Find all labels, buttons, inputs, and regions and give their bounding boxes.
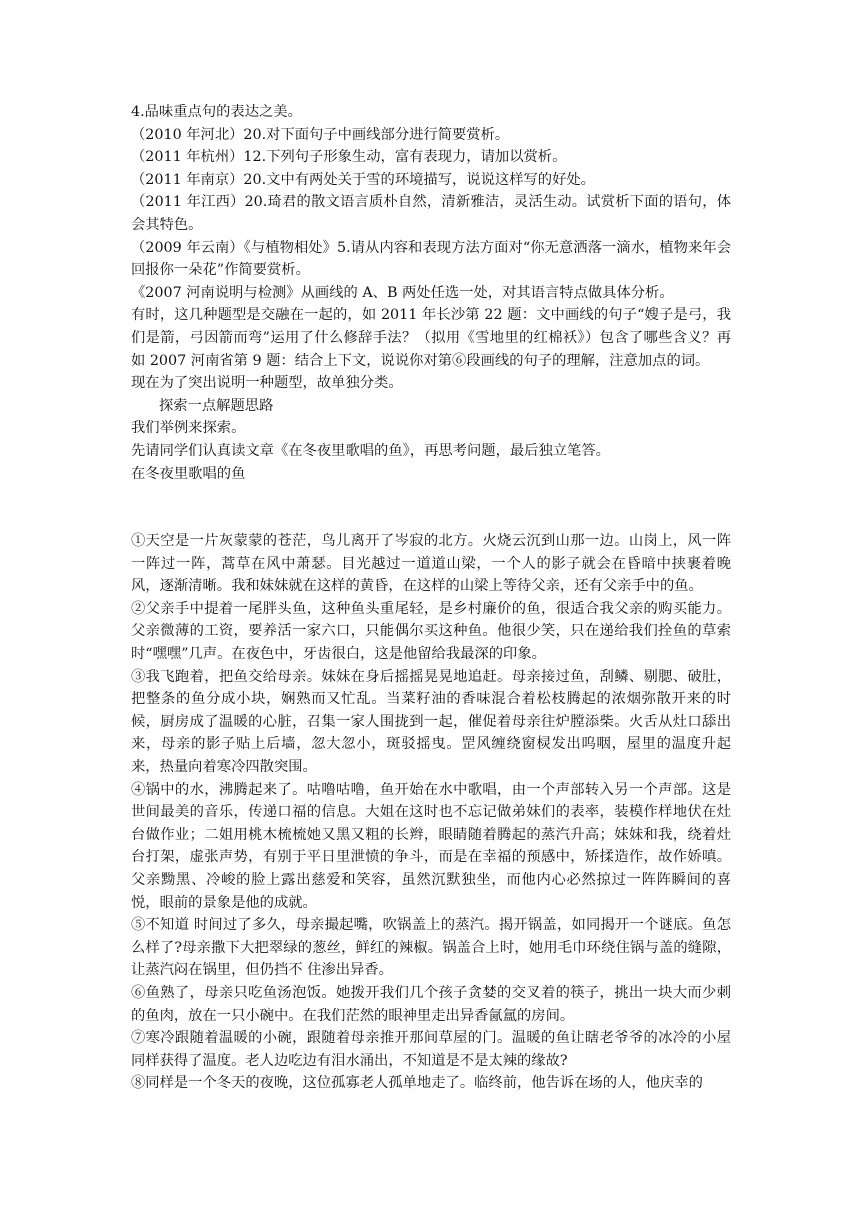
exam-item: （2009 年云南）《与植物相处》5.请从内容和表现方法方面对“你无意洒落一滴水，植物来年会回报你一朵花”作简要赏析。 bbox=[131, 239, 731, 279]
blank-space bbox=[131, 485, 731, 530]
article-paragraph: ③我飞跑着，把鱼交给母亲。妹妹在身后摇摇晃晃地追赶。母亲接过鱼，刮鳞、剔腮、破肚，把整条的鱼分成小块，娴熟而又忙乱。当菜籽油的香味混合着松枝腾起的浓烟弥散开来的时候，厨房成了温暖的心脏，召集一家人围拢到一起，催促着母亲往炉膛添柴。火舌从灶口舔出来，母亲的影子贴上后墙，忽大忽小，斑驳摇曳。罡风缠绕窗棂发出呜咽，屋里的温度升起来，热量向着寒冷四散突围。 bbox=[131, 668, 731, 776]
subheading: 探索一点解题思路 bbox=[159, 397, 274, 414]
article-title: 在冬夜里歌唱的鱼 bbox=[131, 465, 246, 482]
section-heading: 4.品味重点句的表达之美。 bbox=[131, 104, 302, 120]
article-paragraph: ①天空是一片灰蒙蒙的苍茫，鸟儿离开了岑寂的北方。火烧云沉到山那一边。山岗上，风一阵一阵过一阵，蒿草在风中萧瑟。目光越过一道道山梁，一个人的影子就会在昏暗中挟裹着晚风，逐渐清晰。我和妹妹就在这样的黄昏，在这样的山梁上等待父亲，还有父亲手中的鱼。 bbox=[131, 533, 731, 595]
exam-item: （2010 年河北）20.对下面句子中画线部分进行简要赏析。 bbox=[131, 126, 510, 143]
exam-item: （2011 年杭州）12.下列句子形象生动，富有表现力，请加以赏析。 bbox=[131, 149, 567, 166]
article-paragraph: ⑧同样是一个冬天的夜晚，这位孤寡老人孤单地走了。临终前，他告诉在场的人，他庆幸的 bbox=[131, 1075, 703, 1092]
body-paragraph: 有时，这几种题型是交融在一起的，如 2011 年长沙第 22 题：文中画线的句子“嫂子是弓，我们是箭，弓因箭而弯”运用了什么修辞手法？（拟用《雪地里的红棉袄》）包含了哪些含义？再如 2007 河南省第 9 题：结合上下文，说说你对第⑥段画线的句子的理解，注意加点的词。 bbox=[131, 307, 731, 369]
document-page bbox=[131, 101, 731, 1095]
article-paragraph: ④锅中的水，沸腾起来了。咕噜咕噜，鱼开始在水中歌唱，由一个声部转入另一个声部。这是世间最美的音乐，传递口福的信息。大姐在这时也不忘记做弟妹们的表率，装模作样地伏在灶台做作业；二姐用桃木梳梳她又黑又粗的长辫，眼睛随着腾起的蒸汽升高；妹妹和我，绕着灶台打架，虚张声势，有别于平日里泄愤的争斗，而是在幸福的预感中，矫揉造作，故作娇嗔。父亲黝黑、冷峻的脸上露出慈爱和笑容，虽然沉默独坐，而他内心必然掠过一阵阵瞬间的喜悦，眼前的景象是他的成就。 bbox=[131, 781, 731, 911]
article-paragraph: ②父亲手中提着一尾胖头鱼，这种鱼头重尾轻，是乡村廉价的鱼，很适合我父亲的购买能力。父亲微薄的工资，要养活一家六口，只能偶尔买这种鱼。他很少笑，只在递给我们拴鱼的草索时“嘿嘿”几声。在夜色中，牙齿很白，这是他留给我最深的印象。 bbox=[131, 600, 731, 663]
article-paragraph: ⑤不知道 时间过了多久，母亲撮起嘴，吹锅盖上的蒸汽。揭开锅盖，如同揭开一个谜底。鱼怎么样了?母亲撒下大把翠绿的葱丝，鲜红的辣椒。锅盖合上时，她用毛巾环绕住锅与盖的缝隙，让蒸汽闷在锅里，但仍挡不 住渗出异香。 bbox=[131, 917, 731, 979]
body-paragraph: 先请同学们认真读文章《在冬夜里歌唱的鱼》，再思考问题，最后独立笔答。 bbox=[131, 442, 610, 459]
article-paragraph: ⑥鱼熟了，母亲只吃鱼汤泡饭。她拨开我们几个孩子贪婪的交叉着的筷子，挑出一块大而少刺的鱼肉，放在一只小碗中。在我们茫然的眼神里走出异香氤氲的房间。 bbox=[131, 984, 731, 1024]
exam-item: （2011 年南京）20.文中有两处关于雪的环境描写，说说这样写的好处。 bbox=[131, 171, 595, 188]
exam-item: （2011 年江西）20.琦君的散文语言质朴自然，清新雅洁，灵活生动。试赏析下面的语句，体会其特色。 bbox=[131, 194, 731, 233]
body-paragraph: 我们举例来探索。 bbox=[131, 420, 246, 437]
article-paragraph: ⑦寒冷跟随着温暖的小碗，跟随着母亲推开那间草屋的门。温暖的鱼让瞎老爷爷的冰冷的小屋同样获得了温度。老人边吃边有泪水涌出，不知道是不是太辣的缘故? bbox=[131, 1030, 731, 1069]
exam-item: 《2007 河南说明与检测》从画线的 A、B 两处任选一处，对其语言特点做具体分析。 bbox=[131, 284, 674, 301]
body-paragraph: 现在为了突出说明一种题型，故单独分类。 bbox=[131, 375, 403, 392]
